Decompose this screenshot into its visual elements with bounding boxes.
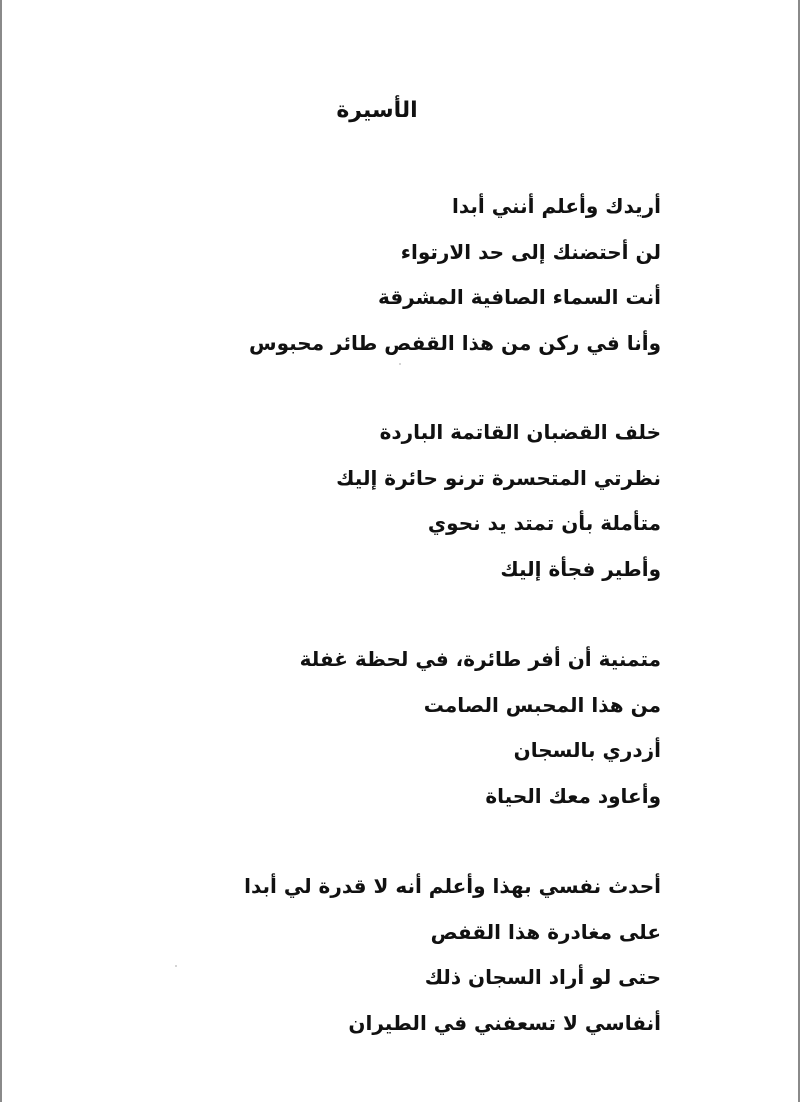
poem-line: أنت السماء الصافية المشرقة: [377, 285, 661, 309]
scan-speck: [175, 965, 177, 967]
poem-line: متمنية أن أفر طائرة، في لحظة غفلة: [299, 647, 661, 671]
poem-line: وأعاود معك الحياة: [485, 783, 661, 808]
stanza-1: [141, 184, 661, 366]
poem-line: من هذا المحبس الصامت: [423, 692, 661, 717]
stanza-4: [141, 864, 661, 1046]
stanza-2: [141, 410, 661, 592]
poem-line: لن أحتضنك إلى حد الارتواء: [400, 239, 661, 264]
poem-line: حتى لو أراد السجان ذلك: [424, 965, 661, 989]
poem-line: خلف القضبان القاتمة الباردة: [379, 420, 661, 444]
scan-speck: [399, 363, 401, 365]
poem-line: نظرتي المتحسرة ترنو حائرة إليك: [336, 465, 661, 490]
poem-line: على مغادرة هذا القفص: [430, 919, 661, 944]
poem-line: وأطير فجأة إليك: [500, 556, 661, 581]
poem-line: أحدث نفسي بهذا وأعلم أنه لا قدرة لي أبدا: [244, 874, 661, 898]
poem-line: أزدري بالسجان: [513, 738, 661, 762]
poem-line: أنفاسي لا تسعفني في الطيران: [348, 1010, 661, 1035]
poem-line: متأملة بأن تمتد يد نحوي: [427, 511, 661, 535]
stanza-3: [141, 637, 661, 819]
poem-line: أريدك وأعلم أنني أبدا: [452, 194, 661, 218]
poem-title: [135, 98, 655, 123]
poem-title-text: الأسيرة: [336, 98, 418, 123]
poem-line: وأنا في ركن من هذا القفص طائر محبوس: [248, 330, 661, 355]
